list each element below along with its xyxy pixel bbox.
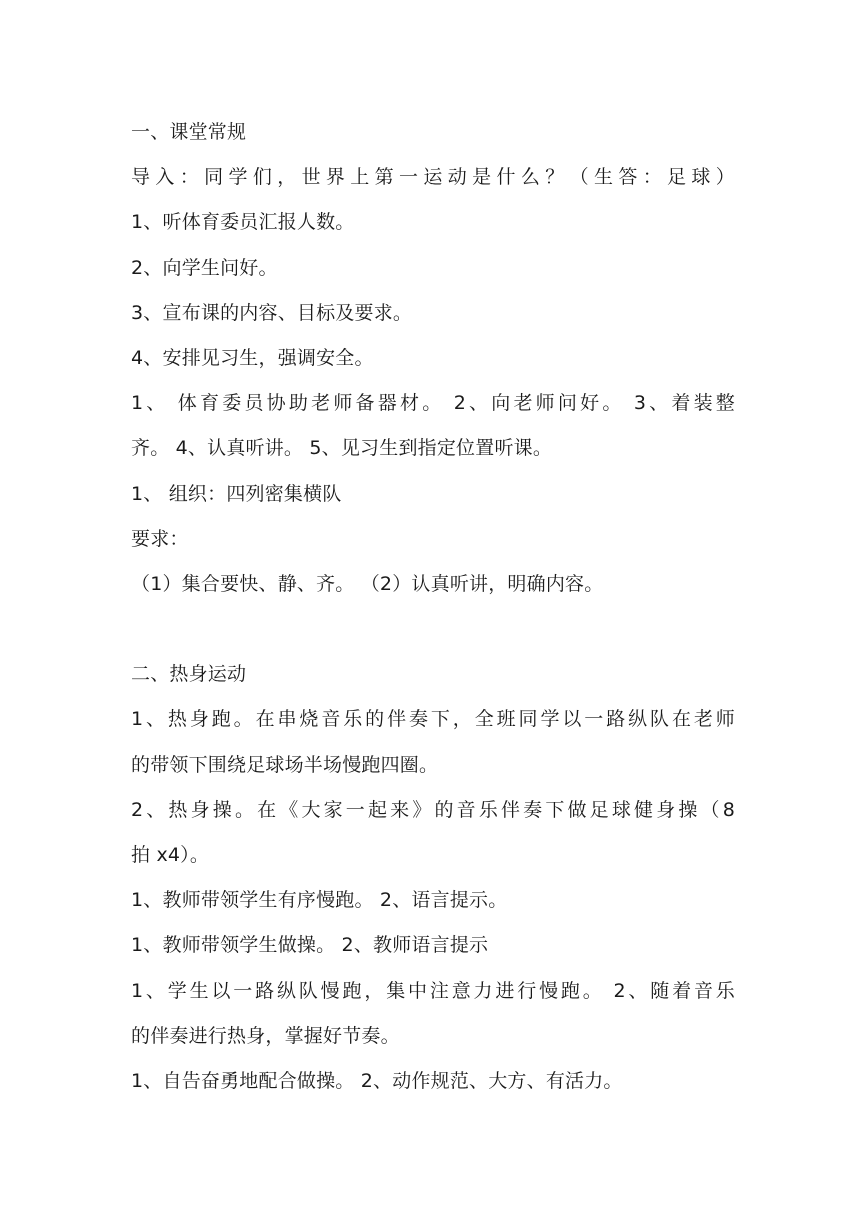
warmup-item-2-line-1: 2、热身操。在《大家一起来》的音乐伴奏下做足球健身操（8 bbox=[131, 798, 735, 821]
student-run-line-2: 的伴奏进行热身，掌握好节奏。 bbox=[131, 1024, 400, 1047]
teacher-exercise-line: 1、教师带领学生做操。 2、教师语言提示 bbox=[131, 934, 489, 957]
student-activity-line-2: 齐。 4、认真听讲。 5、见习生到指定位置听课。 bbox=[131, 437, 553, 460]
student-activity-line-1: 1、 体育委员协助老师备器材。 2、向老师问好。 3、着装整 bbox=[131, 392, 735, 415]
requirements-line: （1）集合要快、静、齐。 （2）认真听讲，明确内容。 bbox=[131, 572, 604, 595]
organization-line: 1、 组织：四列密集横队 bbox=[131, 482, 342, 505]
document-body bbox=[131, 110, 735, 1104]
routine-item-2: 2、向学生问好。 bbox=[131, 256, 278, 279]
section-heading-warmup: 二、热身运动 bbox=[131, 663, 247, 686]
student-run-line-1: 1、学生以一路纵队慢跑，集中注意力进行慢跑。 2、随着音乐 bbox=[131, 979, 735, 1002]
requirements-label: 要求： bbox=[131, 527, 189, 550]
routine-item-3: 3、宣布课的内容、目标及要求。 bbox=[131, 301, 413, 324]
section-heading-routine: 一、课堂常规 bbox=[131, 121, 247, 143]
warmup-item-1-line-1: 1、热身跑。在串烧音乐的伴奏下，全班同学以一路纵队在老师 bbox=[131, 708, 735, 731]
warmup-item-2-line-2: 拍 x4）。 bbox=[131, 844, 210, 866]
routine-item-1: 1、听体育委员汇报人数。 bbox=[131, 211, 355, 234]
intro-line: 导入：同学们，世界上第一运动是什么？（生答：足球） bbox=[131, 166, 735, 189]
section-gap bbox=[131, 607, 735, 652]
warmup-item-1-line-2: 的带领下围绕足球场半场慢跑四圈。 bbox=[131, 753, 439, 776]
student-exercise-line: 1、自告奋勇地配合做操。 2、动作规范、大方、有活力。 bbox=[131, 1069, 623, 1092]
teacher-run-line: 1、教师带领学生有序慢跑。 2、语言提示。 bbox=[131, 889, 508, 912]
routine-item-4: 4、安排见习生，强调安全。 bbox=[131, 346, 374, 369]
